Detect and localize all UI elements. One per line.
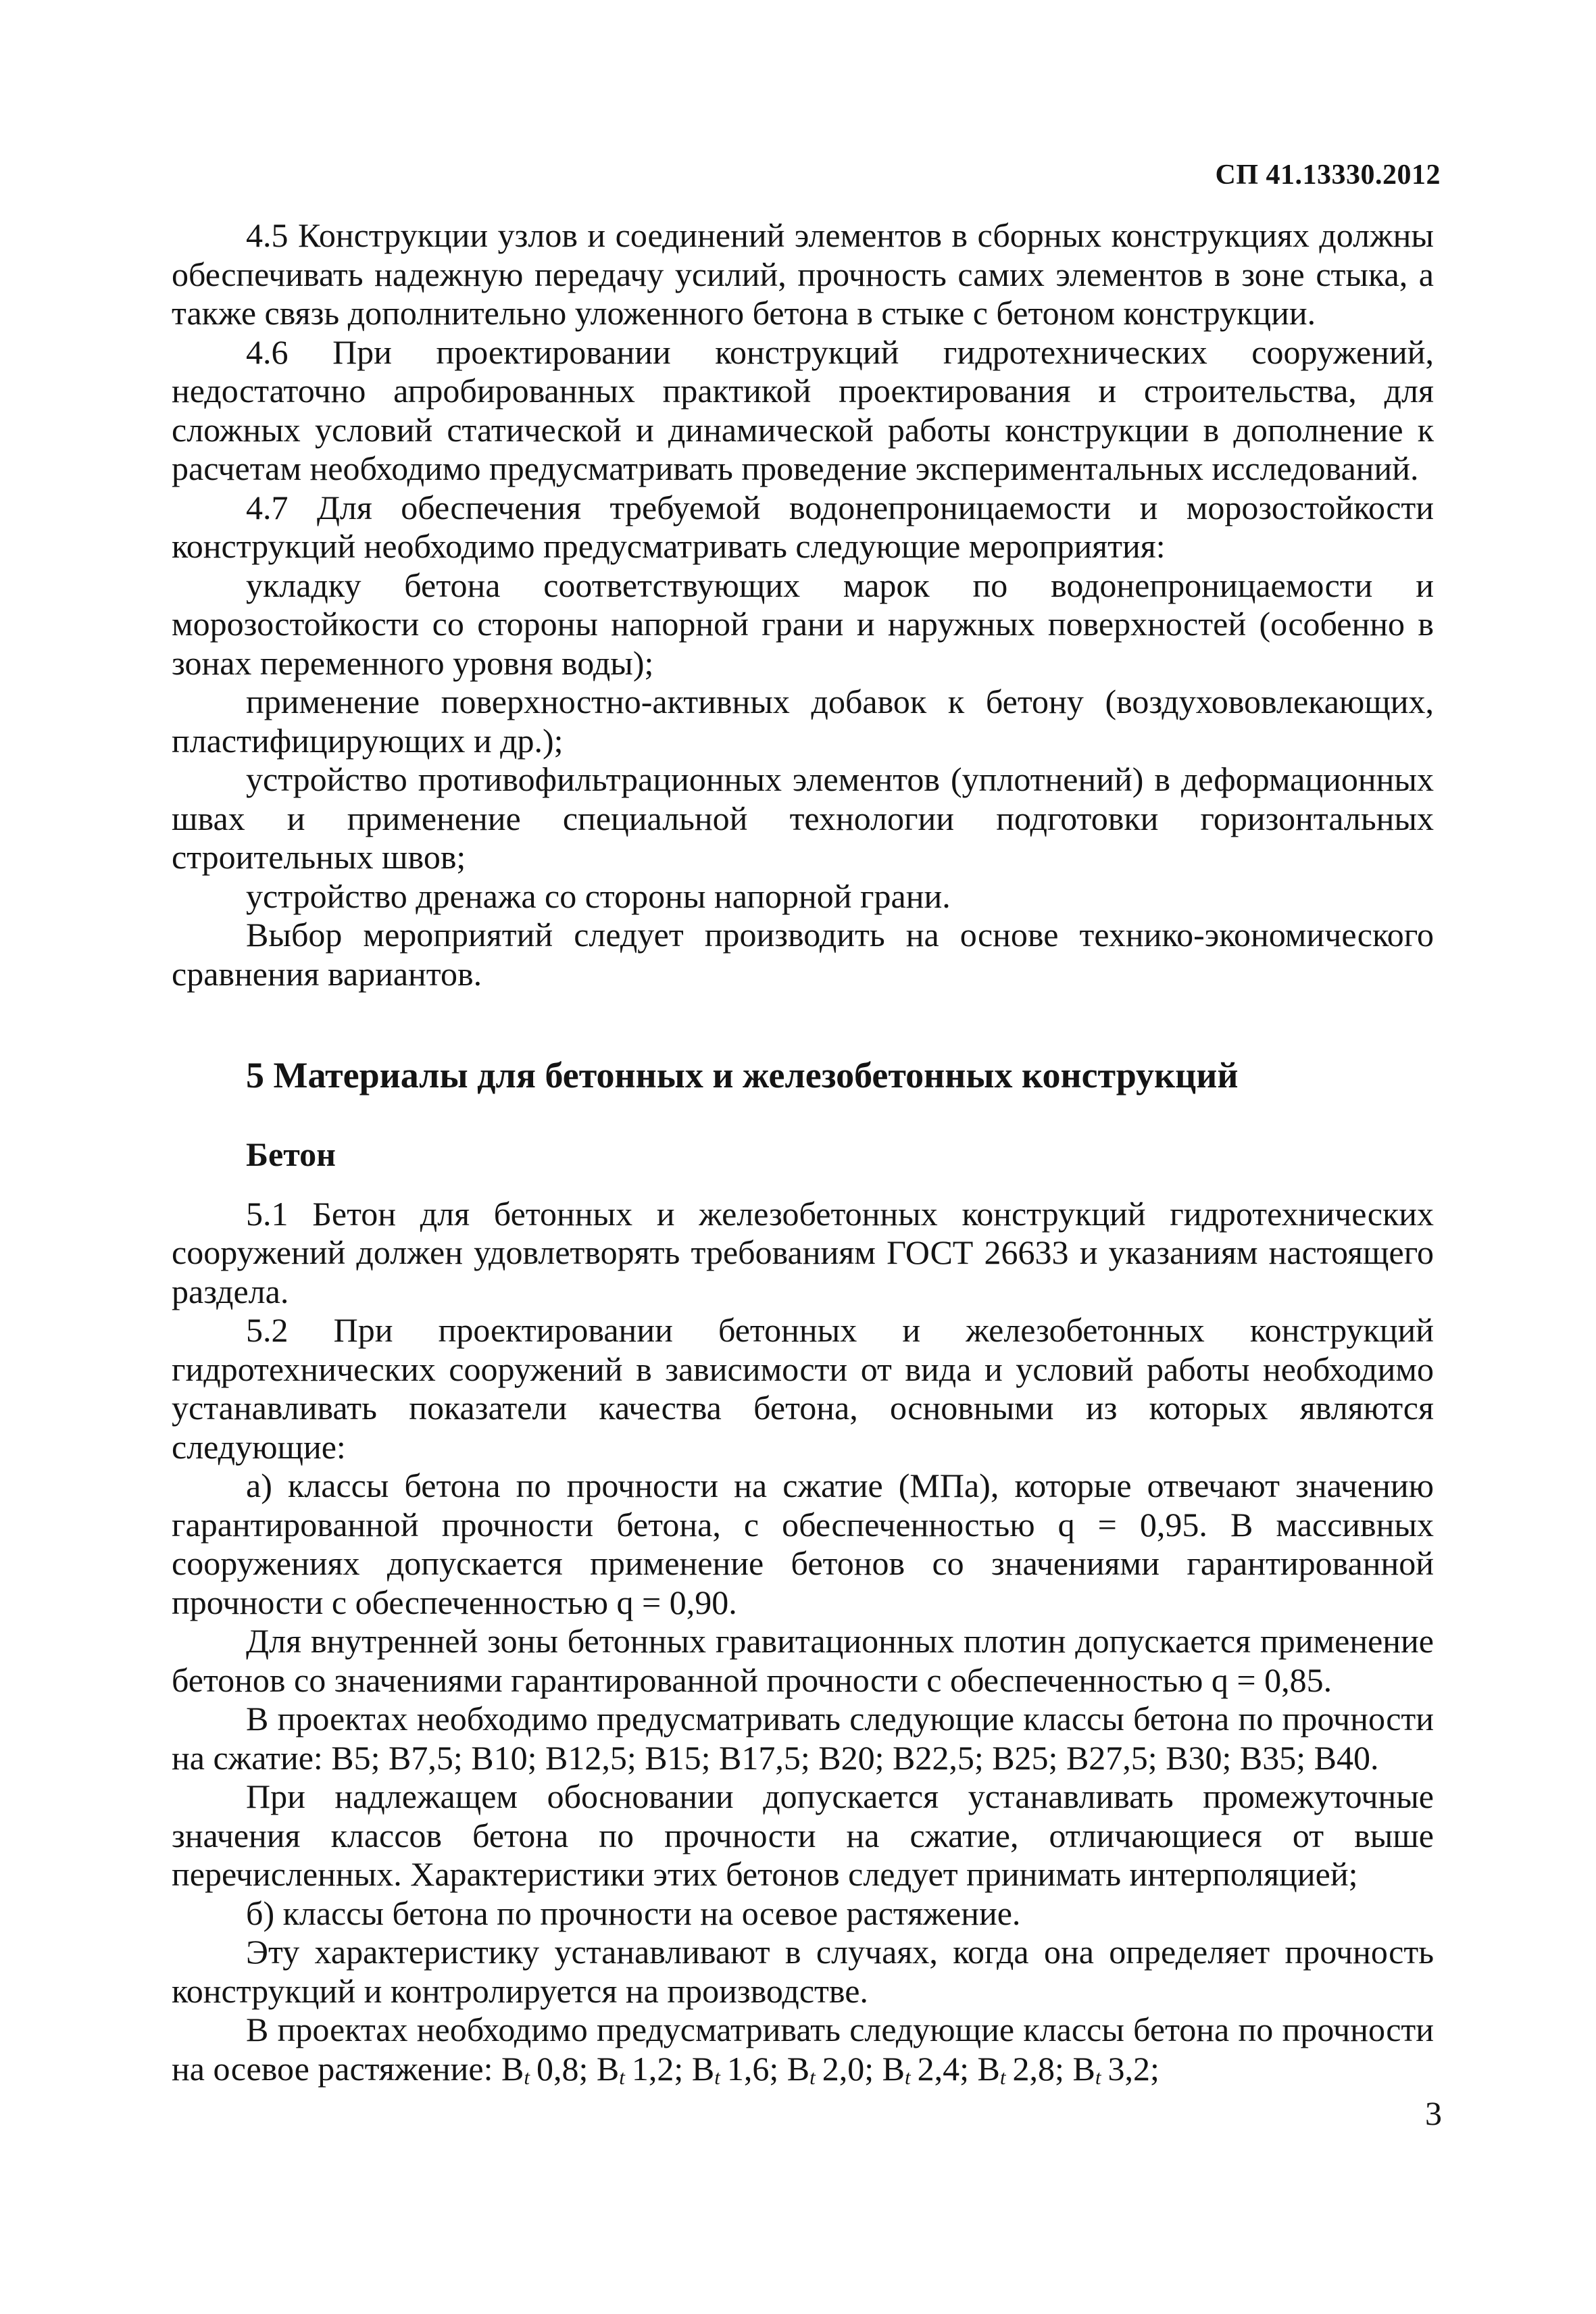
- tensile-class-letter: В: [977, 2049, 1000, 2088]
- tensile-class-subscript: t: [1095, 2065, 1101, 2089]
- list-item-drainage: устройство дренажа со стороны напорной грани.: [246, 877, 951, 915]
- tensile-class-item: $В_t$ 0,8;: [501, 2049, 589, 2089]
- tensile-class-letter: В: [691, 2049, 715, 2088]
- paragraph-4-6: 4.6 При проектировании конструкций гидротехнических сооружений, недостаточно апробированных практикой проектирования и строительства, для сложных условий статической и динамической работы конструкции в дополнение к расчетам необходимо предусматривать проведение экспериментальных исследований.: [172, 333, 1434, 487]
- paragraph-4-5: 4.5 Конструкции узлов и соединений элементов в сборных конструкциях должны обеспечивать надежную передачу усилий, прочность самих элементов в зоне стыка, а также связь дополнительно уложенного бетона в стыке с бетоном конструкции.: [172, 216, 1434, 332]
- paragraph-tensile-classes: [172, 2011, 1434, 2096]
- paragraph-5-2: 5.2 При проектировании бетонных и железобетонных конструкций гидротехнических сооружений в зависимости от вида и условий работы необходимо устанавливать показатели качества бетона, основными из которых являются следующие:: [172, 1311, 1434, 1466]
- list-item-concrete-placement: укладку бетона соответствующих марок по водонепроницаемости и морозостойкости со стороны напорной грани и наружных поверхностей (особенно в зонах переменного уровня воды);: [172, 566, 1434, 682]
- tensile-class-value: 2,0: [822, 2049, 865, 2088]
- paragraph-measures-selection: Выбор мероприятий следует производить на основе технико-экономического сравнения вариантов.: [172, 916, 1434, 993]
- document-code-header: СП 41.13330.2012: [1215, 159, 1441, 191]
- list-item-admixtures: применение поверхностно-активных добавок к бетону (воздухововлекающих, пластифицирующих и др.);: [172, 683, 1434, 760]
- tensile-class-letter: В: [882, 2049, 905, 2088]
- paragraph-compression-classes: В проектах необходимо предусматривать следующие классы бетона по прочности на сжатие: В5; В7,5; В10; В12,5; В15; В17,5; В20; В22,5; В25; В27,5; В30; В35; В40.: [172, 1700, 1434, 1777]
- tensile-classes-intro: В проектах необходимо предусматривать следующие классы бетона по прочности на осевое растяжение:: [172, 2011, 1434, 2088]
- tensile-class-subscript: t: [905, 2065, 911, 2089]
- tensile-class-value: 2,4: [917, 2049, 960, 2088]
- tensile-class-item: $В_t$ 1,6;: [691, 2049, 779, 2089]
- document-body: [172, 216, 1434, 2096]
- tensile-class-subscript: t: [809, 2065, 816, 2089]
- paragraph-intermediate-classes: При надлежащем обосновании допускается устанавливать промежуточные значения классов бетона по прочности на сжатие, отличающиеся от выше перечисленных. Характеристики этих бетонов следует принимать интерполяцией;: [172, 1777, 1434, 1893]
- section-5-title: 5 Материалы для бетонных и железобетонных конструкций: [246, 1055, 1239, 1096]
- tensile-class-value: 0,8: [537, 2049, 579, 2088]
- tensile-class-value: 3,2: [1107, 2049, 1150, 2088]
- subsection-concrete-title: Бетон: [246, 1135, 336, 1173]
- paragraph-5-2-a: а) классы бетона по прочности на сжатие (МПа), которые отвечают значению гарантированной прочности бетона, с обеспеченностью q = 0,95. В массивных сооружениях допускается применение бетонов со значениями гарантированной прочности с обеспеченностью q = 0,90.: [172, 1467, 1434, 1621]
- tensile-class-letter: В: [1072, 2049, 1095, 2088]
- tensile-class-item: $В_t$ 1,2;: [596, 2049, 684, 2089]
- paragraph-5-2-b: б) классы бетона по прочности на осевое растяжение.: [246, 1894, 1021, 1932]
- tensile-class-value: 1,6: [726, 2049, 770, 2088]
- tensile-class-item: $В_t$ 2,4;: [882, 2049, 970, 2089]
- tensile-class-item: $В_t$ 2,8;: [977, 2049, 1064, 2089]
- tensile-class-subscript: t: [619, 2065, 625, 2089]
- paragraph-5-1: 5.1 Бетон для бетонных и железобетонных конструкций гидротехнических сооружений должен удовлетворять требованиям ГОСТ 26633 и указаниям настоящего раздела.: [172, 1194, 1434, 1310]
- tensile-class-subscript: t: [714, 2065, 720, 2089]
- tensile-class-value: 2,8: [1012, 2049, 1055, 2088]
- paragraph-4-7: 4.7 Для обеспечения требуемой водонепроницаемости и морозостойкости конструкций необходимо предусматривать следующие мероприятия:: [172, 488, 1434, 565]
- tensile-class-subscript: t: [524, 2065, 530, 2089]
- tensile-class-item: $В_t$ 3,2;: [1072, 2049, 1159, 2089]
- list-item-seal-elements: устройство противофильтрационных элементов (уплотнений) в деформационных швах и применение специальной технологии подготовки горизонтальных строительных швов;: [172, 760, 1434, 876]
- tensile-class-subscript: t: [999, 2065, 1006, 2089]
- page-number: 3: [1425, 2094, 1442, 2132]
- tensile-class-letter: В: [787, 2049, 810, 2088]
- tensile-class-letter: В: [501, 2049, 524, 2088]
- tensile-class-item: $В_t$ 2,0;: [787, 2049, 874, 2089]
- paragraph-gravity-dams: Для внутренней зоны бетонных гравитационных плотин допускается применение бетонов со значениями гарантированной прочности с обеспеченностью q = 0,85.: [172, 1622, 1434, 1699]
- tensile-class-letter: В: [596, 2049, 620, 2088]
- tensile-class-value: 1,2: [631, 2049, 674, 2088]
- paragraph-tensile-characteristic: Эту характеристику устанавливают в случаях, когда она определяет прочность конструкций и контролируется на производстве.: [172, 1933, 1434, 2010]
- tensile-classes-list: [501, 2050, 1159, 2088]
